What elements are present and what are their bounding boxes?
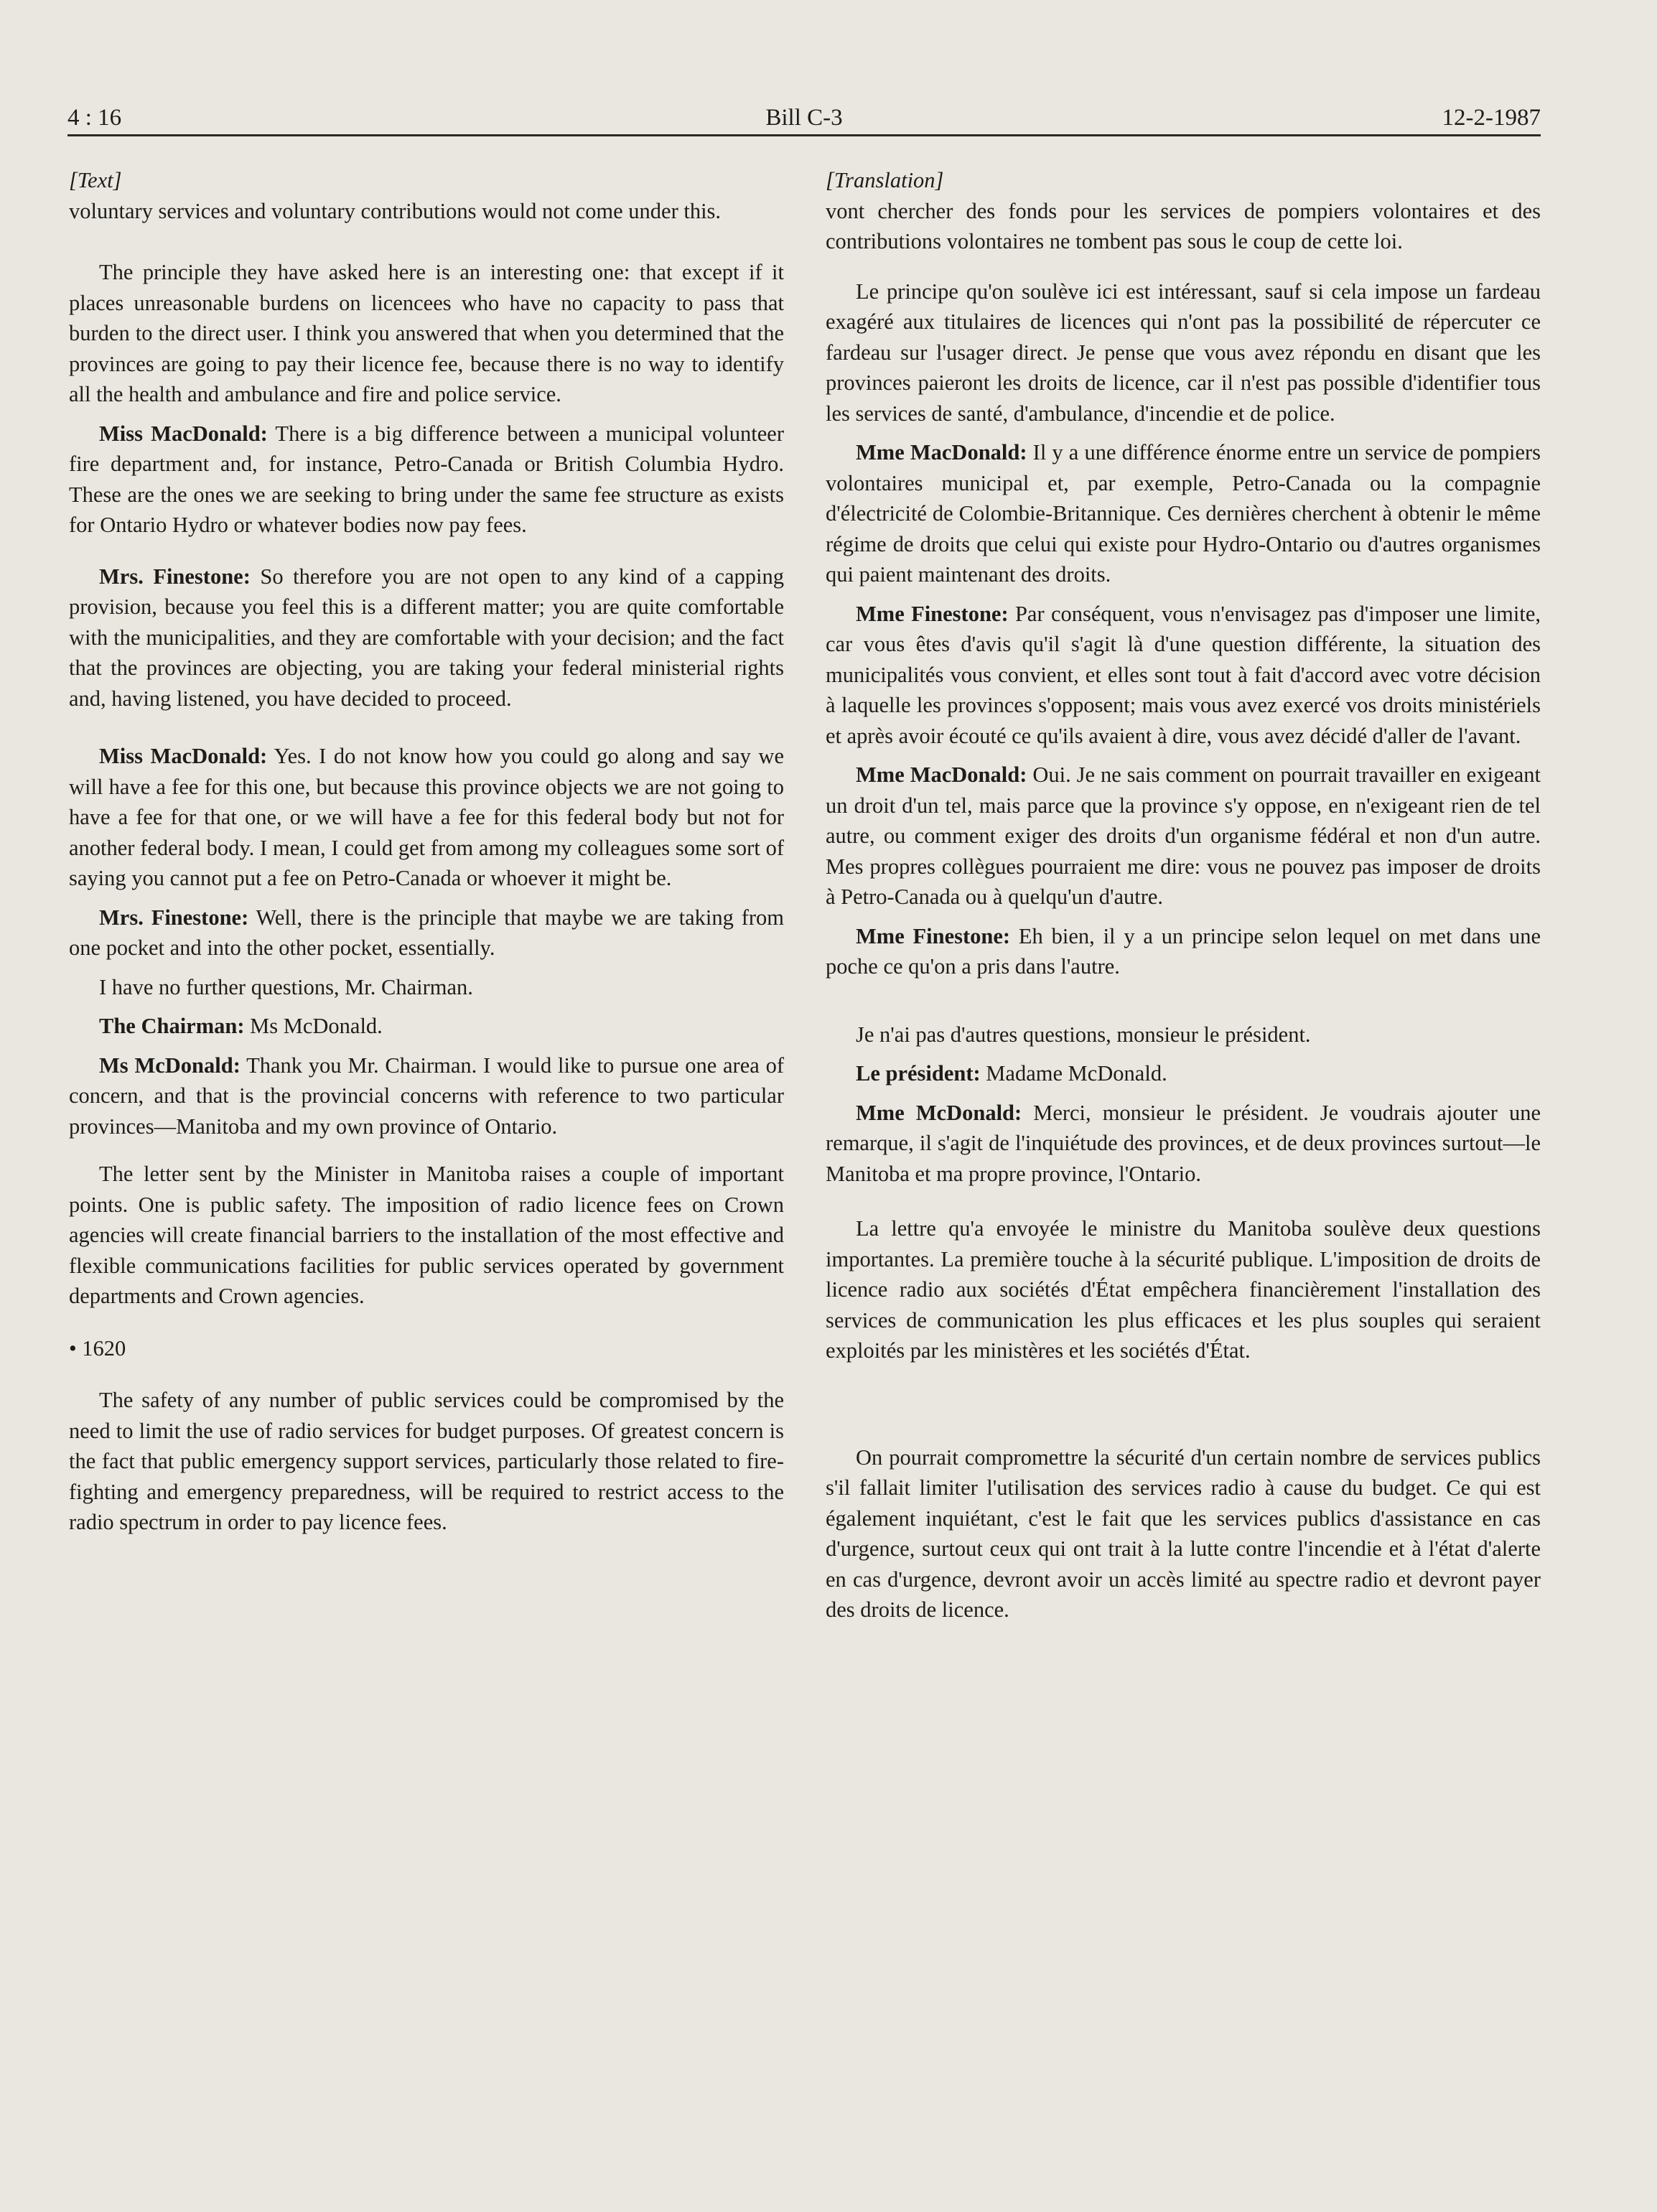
speaker-name: Mme MacDonald: <box>856 762 1027 787</box>
speech-text: There is a big difference between a municipal volunteer fire department and, for instance, Petro-Canada or British Columbia Hydro. These are the ones we are seeking to bring under the same fee structure as exists for Ontario Hydro or whatever bodies now pay fees. <box>69 421 784 537</box>
paragraph-10: The letter sent by the Minister in Manitoba raises a couple of important points. One is public safety. The imposition of radio licence fees on Crown agencies will create financial barriers to the installation of the most effective and flexible communications facilities for public services operated by government departments and Crown agencies. <box>69 1162 784 1308</box>
speaker-name: Mme McDonald: <box>856 1100 1022 1125</box>
paragraph-6 <box>69 902 784 963</box>
paragraph-2: The principle they have asked here is an interesting one: that except if it places unreasonable burdens on licencees who have no capacity to pass that burden to the direct user. I think you answered that when you determined that the provinces are going to pay their licence fee, because there is no way to identify all the health and ambulance and fire and police service. <box>69 260 784 406</box>
paragraph-1: vont chercher des fonds pour les services de pompiers volontaires et des contributions volontaires ne tombent pas sous le coup de cette loi. <box>826 198 1541 253</box>
speech-text: Yes. I do not know how you could go along and say we will have a fee for this one, but because this province objects we are not going to have a fee for that one, or we will have a fee for this federal body but not for another federal body. I mean, I could get from among my colleagues some sort of saying you cannot put a fee on Petro-Canada or whoever it might be. <box>69 744 784 890</box>
time-marker: • 1620 <box>69 1335 126 1361</box>
paragraph-5 <box>69 741 784 894</box>
paragraph-7: I have no further questions, Mr. Chairman. <box>99 974 473 999</box>
paragraph-7: Je n'ai pas d'autres questions, monsieur le président. <box>856 1022 1311 1047</box>
paragraph-5 <box>826 760 1541 913</box>
speaker-name: The Chairman: <box>99 1014 245 1038</box>
speech-text: Madame McDonald. <box>980 1061 1167 1086</box>
translation-label: [Translation] <box>826 168 944 192</box>
page-header <box>67 99 1541 135</box>
speech-text: Ms McDonald. <box>244 1014 383 1038</box>
paragraph-3 <box>826 437 1541 590</box>
speaker-name: Mme MacDonald: <box>856 440 1027 465</box>
paragraph-8 <box>826 1058 1541 1089</box>
paragraph-9 <box>826 1098 1541 1190</box>
speech-text: Merci, monsieur le président. Je voudrais ajouter une remarque, il s'agit de l'inquiétude des provinces, et de deux provinces surtout—le Manitoba et ma propre province, l'Ontario. <box>826 1100 1541 1186</box>
text-label: [Text] <box>69 168 122 192</box>
speech-text: Par conséquent, vous n'envisagez pas d'imposer une limite, car vous êtes d'avis qu'il s'agit là d'une question différente, la situation des municipalités vous convient, et elles sont tout à fait d'accord avec votre décision à laquelle les provinces s'opposent; mais vous avez exercé vos droits ministériels et après avoir écouté ce qu'ils avaient à dire, vous avez décidé d'aller de l'avant. <box>826 601 1541 748</box>
paragraph-6 <box>826 921 1541 982</box>
paragraph-4 <box>69 561 784 714</box>
speaker-name: Le président: <box>856 1061 981 1086</box>
speech-text: Il y a une différence énorme entre un service de pompiers volontaires municipal et, par exemple, Petro-Canada ou la compagnie d'électricité de Colombie-Britannique. Ces dernières cherchent à obtenir le même régime de droits que celui qui existe pour Hydro-Ontario ou d'autres organismes qui paient maintenant des droits. <box>826 440 1541 587</box>
header-rule <box>67 134 1541 136</box>
header-date: 12-2-1987 <box>1442 105 1541 131</box>
speech-text: Well, there is the principle that maybe we are taking from one pocket and into the other pocket, essentially. <box>69 905 785 960</box>
paragraph-2: Le principe qu'on soulève ici est intéressant, sauf si cela impose un fardeau exagéré aux titulaires de licences qui n'ont pas la possibilité de répercuter ce fardeau sur l'usager direct. Je pense que vous avez répondu en disant que les provinces paieront les droits de licence, car il n'est pas possible d'identifier tous les services de santé, d'ambulance, d'incendie et de police. <box>826 279 1541 426</box>
speech-text: So therefore you are not open to any kind of a capping provision, because you feel this is a different matter; you are quite comfortable with the municipalities, and they are comfortable with your decision; and the fact that the provinces are objecting, you are taking your federal ministerial rights and, having listened, you have decided to proceed. <box>69 564 784 711</box>
speech-text: Thank you Mr. Chairman. I would like to pursue one area of concern, and that is the provincial concerns with reference to two particular provinces—Manitoba and my own province of Ontario. <box>69 1053 784 1139</box>
paragraph-1: voluntary services and voluntary contributions would not come under this. <box>69 198 722 223</box>
page-number: 4 : 16 <box>67 105 122 131</box>
french-column <box>826 165 1541 1625</box>
paragraph-4 <box>826 599 1541 752</box>
paragraph-3 <box>69 419 784 541</box>
paragraph-10: La lettre qu'a envoyée le ministre du Manitoba soulève deux questions importantes. La première touche à la sécurité publique. L'imposition de droits de licence radio aux sociétés d'État empêchera financièrement l'installation des services de communication les plus efficaces et les plus souples qui seraient exploités par les ministères et les sociétés d'État. <box>826 1216 1541 1363</box>
paragraph-11: The safety of any number of public services could be compromised by the need to limit the use of radio services for budget purposes. Of greatest concern is the fact that public emergency support services, particularly those related to fire-fighting and emergency preparedness, will be required to restrict access to the radio spectrum in order to pay licence fees. <box>69 1388 784 1534</box>
speech-text: Eh bien, il y a un principe selon lequel on met dans une poche ce qu'on a pris dans l'autre. <box>826 923 1541 979</box>
paragraph-11: On pourrait compromettre la sécurité d'un certain nombre de services publics s'il fallait limiter l'utilisation des services radio à cause du budget. Ce qui est également inquiétant, c'est le fait que les services publics d'assistance en cas d'urgence, surtout ceux qui ont trait à la lutte contre l'incendie et à l'état d'alerte en cas d'urgence, devront avoir un accès limité au spectre radio et devront payer des droits de licence. <box>826 1445 1541 1622</box>
speaker-name: Mrs. Finestone: <box>99 905 249 930</box>
speech-text: Oui. Je ne sais comment on pourrait travailler en exigeant un droit d'un tel, mais parce que la province s'y oppose, en n'exigeant rien de tel autre, ou comment exiger des droits d'un organisme fédéral et non d'un autre. Mes propres collègues pourraient me dire: vous ne pouvez pas imposer de droits à Petro-Canada ou à quelqu'un d'autre. <box>826 762 1541 909</box>
paragraph-9 <box>69 1050 784 1142</box>
speaker-name: Mme Finestone: <box>856 923 1011 948</box>
paragraph-8 <box>69 1011 784 1042</box>
speaker-name: Miss MacDonald: <box>99 421 268 446</box>
speaker-name: Mme Finestone: <box>856 601 1009 626</box>
speaker-name: Miss MacDonald: <box>99 744 268 768</box>
english-column <box>69 165 784 1538</box>
speaker-name: Ms McDonald: <box>99 1053 241 1078</box>
speaker-name: Mrs. Finestone: <box>99 564 251 589</box>
bill-title: Bill C-3 <box>765 105 843 131</box>
